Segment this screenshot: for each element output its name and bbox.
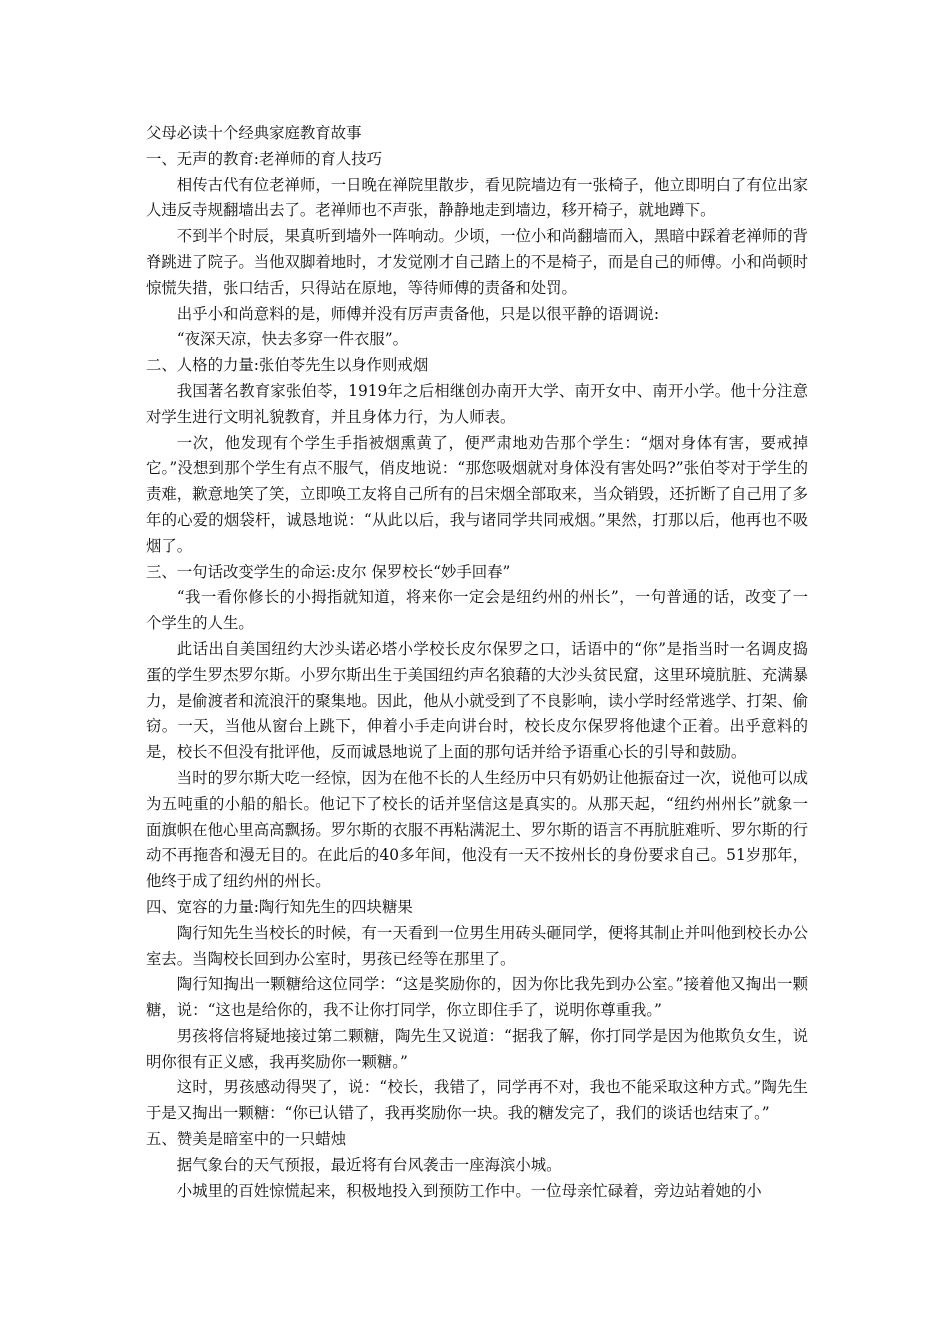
paragraph: “夜深天凉，快去多穿一件衣服”。 xyxy=(176,330,409,349)
section-heading-2: 二、人格的力量:张伯苓先生以身作则戒烟 xyxy=(146,356,429,375)
document-title: 父母必读十个经典家庭教育故事 xyxy=(146,124,362,142)
paragraph: 此话出自美国纽约大沙头诺必塔小学校长皮尔保罗之口，话语中的“你”是指当时一名调皮捣蛋的学生罗杰罗尔斯。小罗尔斯出生于美国纽约声名狼藉的大沙头贫民窟，这里环境肮脏、充满暴力，是偷渡者和流浪汗的聚集地。因此，他从小就受到了不良影响，读小学时经常逃学、打架、偷窃。一天，当他从窗台上跳下，伸着小手走向讲台时，校长皮尔保罗将他逮个正着。出乎意料的是，校长不但没有批评他，反而诚恳地说了上面的那句话并给予语重心长的引导和鼓励。 xyxy=(146,639,808,762)
section-heading-4: 四、宽容的力量:陶行知先生的四块糖果 xyxy=(146,897,413,916)
paragraph: 据气象台的天气预报，最近将有台风袭击一座海滨小城。 xyxy=(176,1155,562,1174)
section-heading-1: 一、无声的教育:老禅师的育人技巧 xyxy=(146,149,383,168)
paragraph: 男孩将信将疑地接过第二颗糖，陶先生又说道：“据我了解，你打同学是因为他欺负女生，说明你很有正义感，我再奖励你一颗糖。” xyxy=(146,1026,808,1071)
paragraph: 一次，他发现有个学生手指被烟熏黄了，便严肃地劝告那个学生：“烟对身体有害，要戒掉它。”没想到那个学生有点不服气，俏皮地说：“那您吸烟就对身体没有害处吗?”张伯苓对于学生的责难，歉意地笑了笑，立即唤工友将自己所有的吕宋烟全部取来，当众销毁，还折断了自己用了多年的心爱的烟袋杆，诚恳地说：“从此以后，我与诸同学共同戒烟。”果然，打那以后，他再也不吸烟了。 xyxy=(146,433,808,555)
paragraph: 我国著名教育家张伯苓，1919年之后相继创办南开大学、南开女中、南开小学。他十分注意对学生进行文明礼貌教育，并且身体力行，为人师表。 xyxy=(146,381,808,426)
paragraph: 出乎小和尚意料的是，师傅并没有厉声责备他，只是以很平静的语调说: xyxy=(176,304,660,323)
section-heading-3: 三、一句话改变学生的命运:皮尔 保罗校长“妙手回春” xyxy=(146,562,511,581)
paragraph: “我一看你修长的小拇指就知道，将来你一定会是纽约州的州长”，一句普通的话，改变了一个学生的人生。 xyxy=(146,588,808,633)
paragraph: 小城里的百姓惊慌起来，积极地投入到预防工作中。一位母亲忙碌着，旁边站着她的小 xyxy=(176,1181,762,1200)
paragraph: 陶行知掏出一颗糖给这位同学：“这是奖励你的，因为你比我先到办公室。”接着他又掏出一颗糖，说：“这也是给你的，我不让你打同学，你立即住手了，说明你尊重我。” xyxy=(146,975,808,1020)
paragraph: 不到半个时辰，果真听到墙外一阵响动。少顷，一位小和尚翻墙而入，黑暗中踩着老禅师的背脊跳进了院子。当他双脚着地时，才发觉刚才自己踏上的不是椅子，而是自己的师傅。小和尚顿时惊慌失措，张口结舌，只得站在原地，等待师傅的责备和处罚。 xyxy=(146,227,808,297)
paragraph: 这时，男孩感动得哭了，说：“校长，我错了，同学再不对，我也不能采取这种方式。”陶先生于是又掏出一颗糖：“你已认错了，我再奖励你一块。我的糖发完了，我们的谈话也结束了。” xyxy=(146,1078,808,1123)
paragraph: 相传古代有位老禅师，一日晚在禅院里散步，看见院墙边有一张椅子，他立即明白了有位出家人违反寺规翻墙出去了。老禅师也不声张，静静地走到墙边，移开椅子，就地蹲下。 xyxy=(146,175,808,220)
document-body xyxy=(146,121,808,1204)
paragraph: 当时的罗尔斯大吃一经惊，因为在他不长的人生经历中只有奶奶让他振奋过一次，说他可以成为五吨重的小船的船长。他记下了校长的话并坚信这是真实的。从那天起，“纽约州州长”就象一面旗帜在他心里高高飘扬。罗尔斯的衣服不再粘满泥土、罗尔斯的语言不再肮脏难听、罗尔斯的行动不再拖沓和漫无目的。在此后的40多年间，他没有一天不按州长的身份要求自己。51岁那年，他终于成了纽约州的州长。 xyxy=(146,768,808,891)
paragraph: 陶行知先生当校长的时候，有一天看到一位男生用砖头砸同学，便将其制止并叫他到校长办公室去。当陶校长回到办公室时，男孩已经等在那里了。 xyxy=(146,923,808,968)
section-heading-5: 五、赞美是暗室中的一只蜡烛 xyxy=(146,1130,347,1149)
